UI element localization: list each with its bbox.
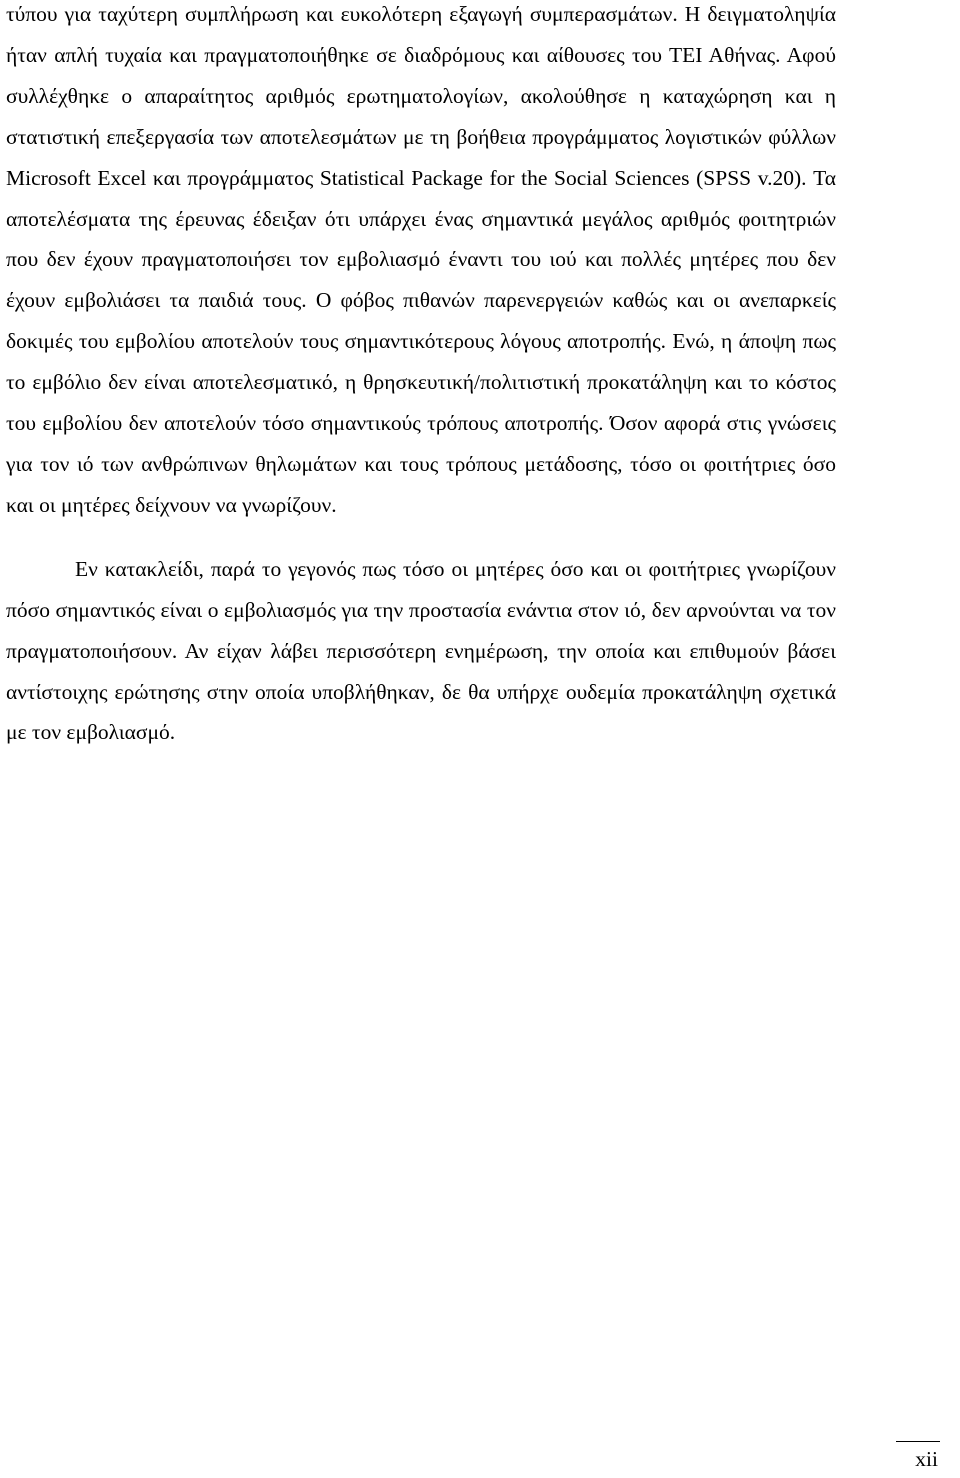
document-body xyxy=(6,0,836,753)
paragraph-conclusion: Εν κατακλείδι, παρά το γεγονός πως τόσο οι μητέρες όσο και οι φοιτήτριες γνωρίζουν πόσο σημαντικός είναι ο εμβολιασμός για την προστασία ενάντια στον ιό, δεν αρνούνται να τον πραγματοποιήσουν. Αν είχαν λάβει περισσότερη ενημέρωση, την οποία και επιθυμούν βάσει αντίστοιχης ερώτησης στην οποία υποβλήθηκαν, δε θα υπήρχε ουδεμία προκατάληψη σχετικά με τον εμβολιασμό. xyxy=(6,556,836,745)
page-number: xii xyxy=(915,1447,938,1471)
paragraph-methodology-results: τύπου για ταχύτερη συμπλήρωση και ευκολότερη εξαγωγή συμπερασμάτων. Η δειγματοληψία ήταν απλή τυχαία και πραγματοποιήθηκε σε διαδρόμους και αίθουσες του ΤΕΙ Αθήνας. Αφού συλλέχθηκε ο απαραίτητος αριθμός ερωτηματολογίων, ακολούθησε η καταχώρηση και η στατιστική επεξεργασία των αποτελεσμάτων με τη βοήθεια προγράμματος λογιστικών φύλλων Microsoft Excel και προγράμματος Statistical Package for the Social Sciences (SPSS v.20). Τα αποτελέσματα της έρευνας έδειξαν ότι υπάρχει ένας σημαντικά μεγάλος αριθμός φοιτητριών που δεν έχουν πραγματοποιήσει τον εμβολιασμό έναντι του ιού και πολλές μητέρες που δεν έχουν εμβολιάσει τα παιδιά τους. Ο φόβος πιθανών παρενεργειών καθώς και οι ανεπαρκείς δοκιμές του εμβολίου αποτελούν τους σημαντικότερους λόγους αποτροπής. Ενώ, η άποψη πως το εμβόλιο δεν είναι αποτελεσματικό, η θρησκευτική/πολιτιστική προκατάληψη και το κόστος του εμβολίου δεν αποτελούν τόσο σημαντικούς τρόπους αποτροπής. Όσον αφορά στις γνώσεις για τον ιό των ανθρώπινων θηλωμάτων και τους τρόπους μετάδοσης, τόσο οι φοιτήτριες όσο και οι μητέρες δείχνουν να γνωρίζουν. xyxy=(6,2,836,517)
page-number-divider xyxy=(896,1441,940,1442)
